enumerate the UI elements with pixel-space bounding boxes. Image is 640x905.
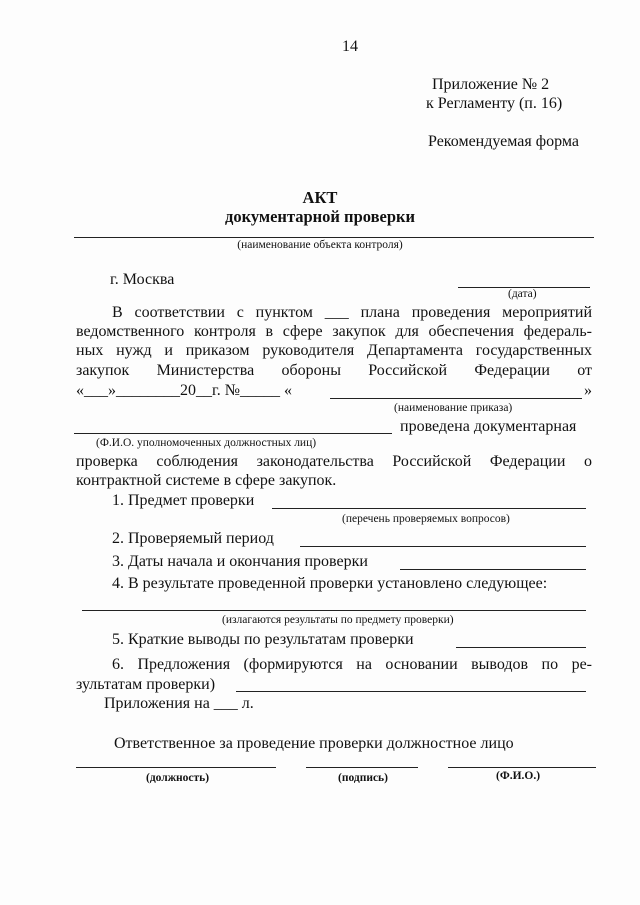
position-hint: (должность) [146, 772, 210, 784]
fio-hint: (Ф.И.О.) [496, 770, 541, 782]
paragraph-line: проведена документарная [400, 418, 577, 435]
period-line [300, 546, 586, 547]
item-conclusions: 5. Краткие выводы по результатам проверки [112, 631, 414, 648]
paragraph-line: закупок Министерства обороны Российской Федерации от [76, 362, 592, 379]
signature-line [306, 767, 418, 768]
item-proposals: 6. Предложения (формируются на основании выводов по ре- [112, 656, 592, 673]
item-period: 2. Проверяемый период [112, 530, 274, 547]
order-hint: (наименование приказа) [394, 402, 513, 414]
date-hint: (дата) [508, 288, 537, 300]
document-title: АКТ [302, 188, 338, 207]
attachments-label: Приложения на ___ л. [104, 695, 254, 712]
object-hint: (наименование объекта контроля) [237, 239, 403, 251]
results-hint: (излагаются результаты по предмету проверки) [222, 614, 454, 626]
responsible-label: Ответственное за проведение проверки должностное лицо [114, 735, 514, 752]
signature-hint: (подпись) [338, 772, 388, 784]
paragraph-line: ведомственного контроля в сфере закупок для обеспечения федераль- [76, 323, 592, 340]
position-line [76, 767, 276, 768]
questions-hint: (перечень проверяемых вопросов) [342, 513, 510, 525]
item-results: 4. В результате проведенной проверки установлено следующее: [112, 575, 548, 592]
document-subtitle: документарной проверки [224, 207, 416, 226]
closing-quote: » [584, 382, 592, 399]
proposals-line [236, 691, 586, 692]
appendix-label: Приложение № 2 [432, 76, 550, 93]
dates-line [400, 569, 586, 570]
regulation-label: к Регламенту (п. 16) [426, 95, 563, 112]
recommended-form-label: Рекомендуемая форма [428, 133, 579, 150]
city-label: г. Москва [110, 271, 175, 288]
paragraph-line: контрактной системе в сфере закупок. [76, 472, 337, 489]
fio-line [448, 767, 596, 768]
paragraph-line: ных нужд и приказом руководителя Департамента государственных [76, 342, 592, 359]
conclusions-line [456, 647, 586, 648]
order-name-line [330, 398, 582, 399]
paragraph-line: В соответствии с пунктом ___ плана проведения мероприятий [112, 304, 592, 321]
item-proposals-cont: зультатам проверки) [76, 676, 216, 693]
persons-line [74, 433, 392, 434]
subject-line [272, 508, 586, 509]
item-dates: 3. Даты начала и окончания проверки [112, 553, 368, 570]
persons-hint: (Ф.И.О. уполномоченных должностных лиц) [96, 437, 317, 449]
paragraph-line: проверка соблюдения законодательства Российской Федерации о [76, 453, 592, 470]
order-date-number: «___»________20__г. №_____ « [76, 382, 293, 399]
page-number: 14 [342, 38, 358, 55]
item-subject: 1. Предмет проверки [112, 492, 255, 509]
results-line [82, 610, 586, 611]
object-line [74, 237, 594, 238]
